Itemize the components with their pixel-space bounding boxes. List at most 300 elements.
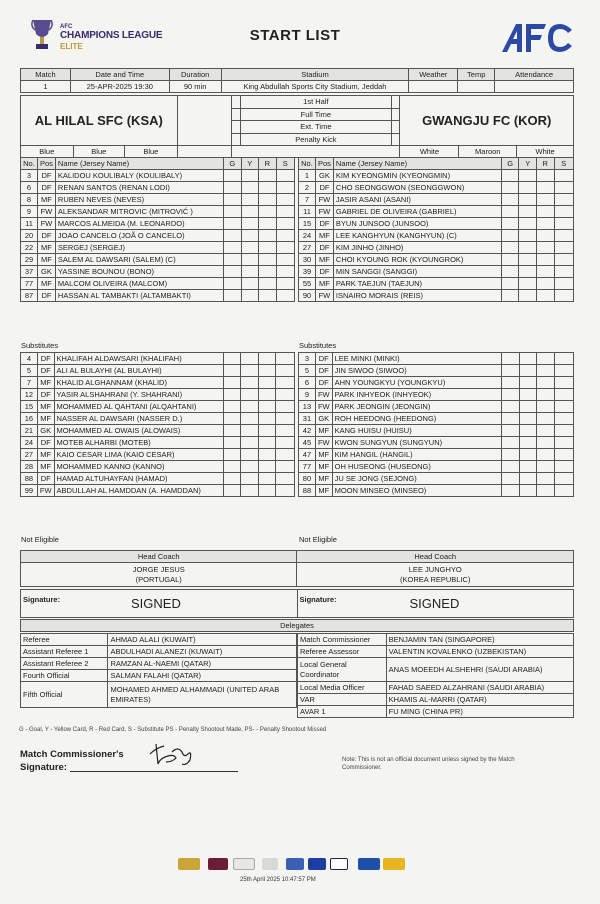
player-row (21, 437, 295, 449)
away-substitutes-label: Substitutes (299, 341, 337, 350)
player-number: 28 (21, 461, 38, 473)
player-row (21, 170, 295, 182)
head-coach-table (20, 550, 574, 587)
player-position: MF (37, 401, 54, 413)
player-row (299, 278, 574, 290)
player-position: MF (37, 254, 55, 266)
player-goal-cell (224, 230, 242, 242)
signature-table (20, 589, 574, 618)
player-goal-cell (223, 461, 241, 473)
player-name: MOHAMMED KANNO (KANNO) (54, 461, 223, 473)
player-sub-cell (555, 425, 574, 437)
player-name: PARK INHYEOK (INHYEOK) (332, 389, 501, 401)
player-sub-cell (276, 377, 295, 389)
player-red-cell (258, 389, 276, 401)
player-position: MF (315, 485, 332, 497)
home-kit-shirt: Blue (21, 146, 74, 158)
player-position: GK (37, 425, 54, 437)
player-position: MF (37, 278, 55, 290)
player-position: MF (315, 425, 332, 437)
period-full-time: Full Time (240, 108, 391, 121)
player-name: HASSAN AL TAMBAKTI (ALTAMBAKTI) (55, 290, 223, 302)
player-row (299, 401, 574, 413)
player-row (21, 290, 295, 302)
delegate-role: Assistant Referee 1 (21, 646, 108, 658)
player-goal-cell (501, 437, 519, 449)
sponsor-logo-snickers (383, 858, 405, 870)
player-yellow-cell (241, 389, 259, 401)
away-head-coach-name: LEE JUNGHYO (408, 565, 462, 574)
player-name: CHO SEONGGWON (SEONGGWON) (333, 182, 501, 194)
player-number: 7 (21, 377, 38, 389)
player-yellow-cell (241, 377, 259, 389)
player-number: 12 (21, 389, 38, 401)
player-yellow-cell (519, 437, 537, 449)
player-red-cell (537, 401, 555, 413)
player-position: DF (315, 353, 332, 365)
match-number: 1 (21, 81, 71, 93)
player-goal-cell (223, 425, 241, 437)
player-red-cell (259, 242, 277, 254)
home-signature-label: Signature: (23, 595, 61, 604)
player-position: FW (37, 206, 55, 218)
player-name: JOAO CANCELO (JOÃ O CANCELO) (55, 230, 223, 242)
away-players-table (298, 157, 574, 302)
player-position: FW (315, 401, 332, 413)
player-number: 27 (21, 449, 38, 461)
sponsor-logo-neom (178, 858, 200, 870)
player-sub-cell (276, 461, 295, 473)
player-red-cell (537, 449, 555, 461)
player-row (299, 485, 574, 497)
player-goal-cell (501, 254, 519, 266)
delegate-role: AVAR 1 (298, 706, 387, 718)
player-sub-cell (276, 389, 295, 401)
away-head-coach-label: Head Coach (297, 551, 574, 563)
player-position: MF (315, 461, 332, 473)
player-sub-cell (276, 473, 295, 485)
player-sub-cell (276, 353, 295, 365)
player-red-cell (537, 353, 555, 365)
match-date-time: 25-APR-2025 19:30 (70, 81, 169, 93)
player-number: 90 (299, 290, 316, 302)
player-number: 8 (21, 194, 38, 206)
player-goal-cell (501, 425, 519, 437)
player-sub-cell (554, 242, 573, 254)
player-position: GK (37, 266, 55, 278)
player-number: 3 (299, 353, 316, 365)
teams-band (20, 95, 574, 158)
player-row (299, 242, 574, 254)
player-position: FW (37, 218, 55, 230)
match-weather (409, 81, 458, 93)
home-kit-shorts: Blue (73, 146, 125, 158)
player-sub-cell (554, 254, 573, 266)
player-position: DF (315, 218, 333, 230)
player-goal-cell (501, 194, 519, 206)
player-name: ROH HEEDONG (HEEDONG) (332, 413, 501, 425)
player-goal-cell (224, 194, 242, 206)
player-sub-cell (276, 365, 295, 377)
match-attendance (495, 81, 574, 93)
home-players-table (20, 157, 295, 302)
player-row (21, 353, 295, 365)
player-name: KHALIFAH ALDAWSARI (KHALIFAH) (54, 353, 223, 365)
player-goal-cell (501, 389, 519, 401)
player-yellow-cell (241, 461, 259, 473)
player-sub-cell (276, 413, 295, 425)
player-position: DF (315, 242, 333, 254)
player-position: DF (37, 230, 55, 242)
player-sub-cell (554, 182, 573, 194)
player-red-cell (259, 266, 277, 278)
player-row (21, 473, 295, 485)
player-name: ALEKSANDAR MITROVIC (MITROVIĆ ) (55, 206, 223, 218)
player-name: MOHAMMED AL QAHTANI (ALQAHTANI) (54, 401, 223, 413)
player-red-cell (537, 485, 555, 497)
player-row (299, 473, 574, 485)
player-row (299, 290, 574, 302)
player-sub-cell (555, 413, 574, 425)
player-goal-cell (224, 170, 242, 182)
player-name: OH HUSEONG (HUSEONG) (332, 461, 501, 473)
player-name: GABRIEL DE OLIVEIRA (GABRIEL) (333, 206, 501, 218)
col-name: Name (Jersey Name) (333, 158, 501, 170)
delegate-role: Assistant Referee 2 (21, 658, 108, 670)
player-position: MF (37, 194, 55, 206)
player-sub-cell (555, 473, 574, 485)
player-row (21, 377, 295, 389)
col-no: No. (21, 158, 38, 170)
player-name: MOON MINSEO (MINSEO) (332, 485, 501, 497)
player-name: ISNAIRO MORAIS (REIS) (333, 290, 501, 302)
player-position: GK (315, 413, 332, 425)
player-yellow-cell (519, 485, 537, 497)
player-row (299, 266, 574, 278)
player-yellow-cell (519, 254, 537, 266)
player-sub-cell (555, 377, 574, 389)
player-number: 39 (299, 266, 316, 278)
player-number: 55 (299, 278, 316, 290)
logo-text-champions-league: CHAMPIONS LEAGUE (60, 30, 163, 41)
commissioner-signature-label-2: Signature: (20, 762, 67, 773)
player-yellow-cell (241, 218, 258, 230)
player-goal-cell (501, 182, 519, 194)
player-yellow-cell (241, 413, 259, 425)
player-goal-cell (501, 485, 519, 497)
player-sub-cell (276, 266, 294, 278)
player-name: PARK TAEJUN (TAEJUN) (333, 278, 501, 290)
player-number: 6 (299, 377, 316, 389)
player-number: 30 (299, 254, 316, 266)
player-number: 80 (299, 473, 316, 485)
player-goal-cell (224, 242, 242, 254)
player-sub-cell (554, 194, 573, 206)
col-stadium: Stadium (221, 69, 409, 81)
player-number: 27 (299, 242, 316, 254)
player-number: 88 (299, 485, 316, 497)
player-sub-cell (554, 218, 573, 230)
player-name: KIM KYEONGMIN (KYEONGMIN) (333, 170, 501, 182)
player-red-cell (259, 170, 277, 182)
logo-text-elite: ELITE (60, 42, 83, 51)
player-number: 4 (21, 353, 38, 365)
player-position: MF (315, 230, 333, 242)
player-sub-cell (555, 389, 574, 401)
player-goal-cell (224, 254, 242, 266)
player-sub-cell (554, 266, 573, 278)
player-name: MIN SANGGI (SANGGI) (333, 266, 501, 278)
home-signature-value: SIGNED (131, 596, 181, 611)
player-red-cell (537, 365, 555, 377)
logo-text-afc: AFC (60, 24, 73, 30)
player-row (299, 182, 574, 194)
player-goal-cell (501, 377, 519, 389)
delegate-name: FAHAD SAEED ALZAHRANI (SAUDI ARABIA) (386, 682, 573, 694)
away-signature-label: Signature: (299, 595, 337, 604)
player-yellow-cell (519, 353, 537, 365)
home-substitutes-table (20, 352, 295, 497)
player-position: DF (37, 290, 55, 302)
away-not-eligible-label: Not Eligible (299, 535, 337, 544)
player-row (299, 389, 574, 401)
player-number: 3 (21, 170, 38, 182)
acl-elite-logo (30, 18, 170, 58)
player-position: DF (37, 473, 54, 485)
signature-line (70, 771, 238, 772)
player-name: KAIO CESAR LIMA (KAIO CESAR) (54, 449, 223, 461)
delegate-name: ABDULHADI ALANEZI (KUWAIT) (108, 646, 297, 658)
trophy-icon (30, 18, 54, 52)
player-sub-cell (276, 278, 294, 290)
player-sub-cell (276, 206, 294, 218)
player-red-cell (536, 242, 554, 254)
player-yellow-cell (519, 401, 537, 413)
player-number: 24 (21, 437, 38, 449)
player-yellow-cell (241, 242, 258, 254)
delegates-header (20, 619, 574, 632)
player-position: MF (37, 242, 55, 254)
player-yellow-cell (241, 170, 258, 182)
delegate-name: SALMAN FALAHI (QATAR) (108, 670, 297, 682)
player-position: MF (37, 377, 54, 389)
player-position: MF (315, 473, 332, 485)
player-yellow-cell (519, 473, 537, 485)
player-yellow-cell (241, 401, 259, 413)
player-red-cell (258, 377, 276, 389)
player-yellow-cell (519, 266, 537, 278)
player-position: FW (315, 389, 332, 401)
page-title: START LIST (249, 27, 341, 44)
player-number: 29 (21, 254, 38, 266)
away-kit-shorts: Maroon (459, 146, 517, 158)
player-name: NASSER AL DAWSARI (NASSER D.) (54, 413, 223, 425)
player-position: DF (315, 266, 333, 278)
player-red-cell (258, 353, 276, 365)
player-goal-cell (501, 353, 519, 365)
player-row (21, 449, 295, 461)
delegate-role-cont: Coordinator (300, 669, 340, 679)
player-position: DF (37, 389, 54, 401)
player-goal-cell (223, 485, 241, 497)
away-substitutes-table (298, 352, 574, 497)
period-ext-time: Ext. Time (240, 121, 391, 134)
delegate-name-cont: EMIRATES) (110, 694, 151, 704)
player-sub-cell (276, 230, 294, 242)
player-yellow-cell (241, 230, 258, 242)
player-goal-cell (223, 449, 241, 461)
col-date-time: Date and Time (70, 69, 169, 81)
home-head-coach-label: Head Coach (21, 551, 297, 563)
player-position: FW (315, 206, 333, 218)
player-number: 45 (299, 437, 316, 449)
player-yellow-cell (519, 425, 537, 437)
player-name: JU SE JONG (SEJONG) (332, 473, 501, 485)
player-yellow-cell (241, 473, 259, 485)
player-sub-cell (276, 218, 294, 230)
player-yellow-cell (241, 266, 258, 278)
player-goal-cell (223, 437, 241, 449)
player-red-cell (258, 437, 276, 449)
delegate-name: FU MING (CHINA PR) (386, 706, 573, 718)
player-red-cell (258, 425, 276, 437)
delegate-role: Referee (21, 634, 108, 646)
player-row (299, 230, 574, 242)
player-row (299, 377, 574, 389)
player-yellow-cell (241, 182, 258, 194)
player-row (21, 254, 295, 266)
player-red-cell (536, 290, 554, 302)
delegate-name: VALENTIN KOVALENKO (UZBEKISTAN) (386, 646, 573, 658)
player-goal-cell (501, 266, 519, 278)
player-position: MF (315, 254, 333, 266)
col-yellow: Y (241, 158, 258, 170)
sponsor-logo-blue (308, 858, 326, 870)
sponsor-logo-blue-2 (358, 858, 380, 870)
player-position: MF (315, 449, 332, 461)
player-number: 77 (299, 461, 316, 473)
col-attendance: Attendance (495, 69, 574, 81)
delegate-role: Referee Assessor (298, 646, 387, 658)
delegate-role: Local General (300, 659, 347, 669)
col-match: Match (21, 69, 71, 81)
away-kit-shirt: White (400, 146, 459, 158)
player-goal-cell (223, 401, 241, 413)
player-name: SALEM AL DAWSARI (SALEM) (C) (55, 254, 223, 266)
delegate-name: AHMAD ALALI (KUWAIT) (108, 634, 297, 646)
player-yellow-cell (519, 170, 537, 182)
player-number: 11 (299, 206, 316, 218)
delegate-name: KHAMIS AL-MARRI (QATAR) (386, 694, 573, 706)
player-name: KHALID ALGHANNAM (KHALID) (54, 377, 223, 389)
player-number: 20 (21, 230, 38, 242)
player-name: SERGEJ (SERGEJ) (55, 242, 223, 254)
player-yellow-cell (519, 377, 537, 389)
player-goal-cell (224, 290, 242, 302)
player-yellow-cell (519, 413, 537, 425)
home-kit-socks: Blue (125, 146, 178, 158)
period-1st-half: 1st Half (240, 96, 391, 109)
player-number: 9 (299, 389, 316, 401)
player-red-cell (536, 278, 554, 290)
player-name: MALCOM OLIVEIRA (MALCOM) (55, 278, 223, 290)
player-position: MF (315, 278, 333, 290)
player-row (299, 194, 574, 206)
player-name: CHOI KYOUNG ROK (KYOUNGROK) (333, 254, 501, 266)
player-yellow-cell (241, 353, 259, 365)
player-position: DF (37, 182, 55, 194)
player-red-cell (536, 266, 554, 278)
player-position: GK (315, 170, 333, 182)
player-yellow-cell (241, 485, 259, 497)
player-name: KIM HANGIL (HANGIL) (332, 449, 501, 461)
player-number: 87 (21, 290, 38, 302)
match-temp (458, 81, 495, 93)
player-red-cell (258, 473, 276, 485)
player-yellow-cell (241, 437, 259, 449)
sponsor-logos (178, 854, 408, 874)
player-row (299, 437, 574, 449)
player-red-cell (258, 401, 276, 413)
player-yellow-cell (519, 290, 537, 302)
player-red-cell (537, 461, 555, 473)
player-red-cell (258, 449, 276, 461)
player-name: KWON SUNGYUN (SUNGYUN) (332, 437, 501, 449)
col-pos: Pos (37, 158, 55, 170)
player-red-cell (258, 413, 276, 425)
player-sub-cell (554, 170, 573, 182)
player-row (299, 353, 574, 365)
home-team-name: AL HILAL SFC (KSA) (21, 96, 178, 146)
player-row (299, 170, 574, 182)
player-goal-cell (501, 413, 519, 425)
player-goal-cell (501, 449, 519, 461)
player-row (21, 389, 295, 401)
player-name: LEE KANGHYUN (KANGHYUN) (C) (333, 230, 501, 242)
player-name: MOHAMMED AL OWAIS (ALOWAIS) (54, 425, 223, 437)
player-red-cell (536, 170, 554, 182)
delegate-role: Match Commissioner (298, 634, 387, 646)
player-sub-cell (554, 230, 573, 242)
player-row (21, 218, 295, 230)
away-kit-socks: White (517, 146, 574, 158)
sponsor-logo-fifa (286, 858, 304, 870)
player-number: 37 (21, 266, 38, 278)
player-name: RENAN SANTOS (RENAN LODI) (55, 182, 223, 194)
col-temp: Temp (458, 69, 495, 81)
player-position: FW (315, 194, 333, 206)
player-row (299, 449, 574, 461)
player-name: PARK JEONGIN (JEONGIN) (332, 401, 501, 413)
player-number: 42 (299, 425, 316, 437)
away-team-name: GWANGJU FC (KOR) (400, 96, 574, 146)
player-yellow-cell (519, 230, 537, 242)
commissioner-signature-label: Match Commissioner's (20, 749, 124, 760)
player-name: ALI AL BULAYHI (AL BULAYHI) (54, 365, 223, 377)
player-row (21, 401, 295, 413)
player-yellow-cell (241, 206, 258, 218)
delegates-right-table (297, 633, 574, 718)
player-yellow-cell (519, 182, 537, 194)
player-goal-cell (501, 461, 519, 473)
player-sub-cell (554, 278, 573, 290)
player-sub-cell (554, 206, 573, 218)
player-red-cell (259, 290, 277, 302)
player-row (299, 365, 574, 377)
player-yellow-cell (519, 218, 537, 230)
home-head-coach-name: JORGE JESUS (132, 565, 185, 574)
player-sub-cell (276, 254, 294, 266)
